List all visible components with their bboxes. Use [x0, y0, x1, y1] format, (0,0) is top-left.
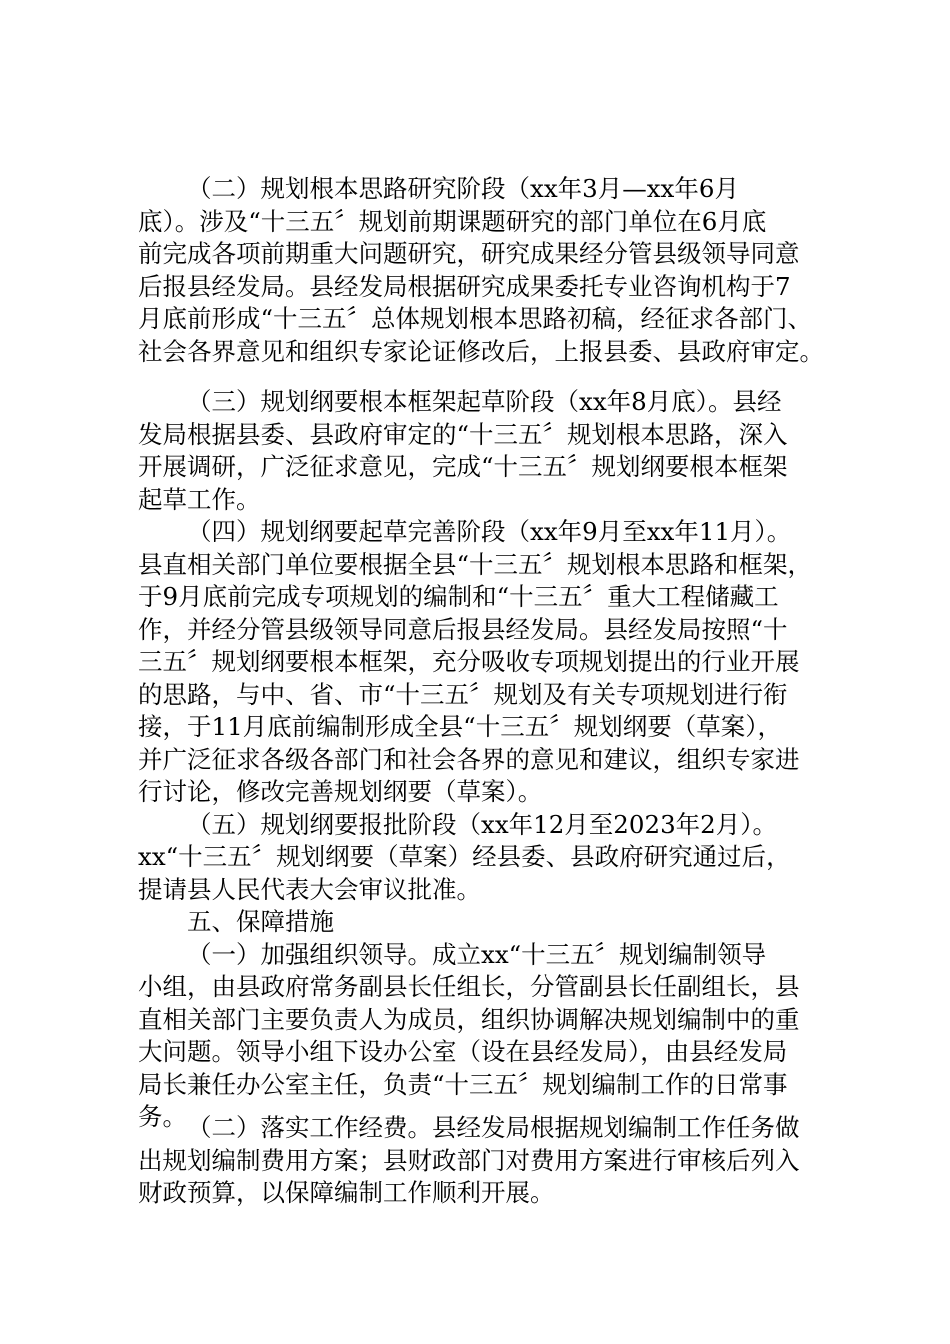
text-line: 社会各界意见和组织专家论证修改后，上报县委、县政府审定。: [138, 336, 824, 366]
text-line: 接，于11月底前编制形成全县“十三五〞规划纲要（草案），: [138, 712, 782, 741]
text-line: （三）规划纲要根本框架起草阶段（xx年8月底）。县经: [187, 387, 782, 416]
text-line: （四）规划纲要起草完善阶段（xx年9月至xx年11月）。: [187, 517, 792, 546]
text-line: 提请县人民代表大会审议批准。: [138, 874, 481, 904]
text-line: （二）规划根本思路研究阶段（xx年3月—xx年6月: [187, 174, 739, 203]
paragraph-funding: [138, 1112, 838, 1210]
section-heading: 五、保障措施: [187, 907, 334, 936]
text-line: （二）落实工作经费。县经发局根据规划编制工作任务做: [187, 1113, 800, 1142]
text-line: 开展调研，广泛征求意见，完成“十三五〞规划纲要根本框架: [138, 452, 788, 481]
text-line: 的思路，与中、省、市“十三五〞规划及有关专项规划进行衔: [138, 679, 788, 709]
text-line: 小组，由县政府常务副县长任组长，分管副县长任副组长，县: [138, 972, 800, 1001]
text-line: 行讨论，修改完善规划纲要（草案）。: [138, 777, 543, 806]
text-line: 作，并经分管县级领导同意后报县经发局。县经发局按照“十: [138, 614, 788, 644]
text-line: xx“十三五〞规划纲要（草案）经县委、县政府研究通过后，: [138, 842, 791, 871]
text-line: 局长兼任办公室主任，负责“十三五〞规划编制工作的日常事: [138, 1069, 788, 1099]
text-line: 底）。涉及“十三五〞规划前期课题研究的部门单位在6月底: [138, 206, 767, 236]
text-line: 后报县经发局。县经发局根据研究成果委托专业咨询机构于7: [138, 271, 791, 301]
text-line: 出规划编制费用方案；县财政部门对费用方案进行审核后列入: [138, 1145, 800, 1175]
text-line: 财政预算，以保障编制工作顺利开展。: [138, 1178, 555, 1207]
text-line: 县直相关部门单位要根据全县“十三五〞规划根本思路和框架，: [138, 549, 813, 579]
text-line: 于9月底前完成专项规划的编制和“十三五〞重大工程储藏工: [138, 582, 779, 611]
text-line: 发局根据县委、县政府审定的“十三五〞规划根本思路，深入: [138, 419, 788, 449]
text-line: 并广泛征求各级各部门和社会各界的意见和建议，组织专家进: [138, 744, 800, 774]
text-line: 前完成各项前期重大问题研究，研究成果经分管县级领导同意: [138, 239, 800, 268]
text-line: 起草工作。: [138, 484, 261, 514]
text-line: （五）规划纲要报批阶段（xx年12月至2023年2月）。: [187, 809, 777, 839]
text-line: 务。: [138, 1102, 187, 1131]
paragraph-group-drafting-and-measures: [138, 386, 838, 1134]
text-line: （一）加强组织领导。成立xx“十三五〞规划编制领导: [187, 939, 767, 969]
text-line: 大问题。领导小组下设办公室（设在县经发局），由县经发局: [138, 1037, 788, 1066]
text-line: 月底前形成“十三五〞总体规划根本思路初稿，经征求各部门、: [138, 304, 813, 333]
text-line: 直相关部门主要负责人为成员，组织协调解决规划编制中的重: [138, 1004, 800, 1034]
paragraph-planning-idea-research: [138, 173, 838, 368]
text-line: 三五〞规划纲要根本框架，充分吸收专项规划提出的行业开展: [138, 647, 800, 676]
